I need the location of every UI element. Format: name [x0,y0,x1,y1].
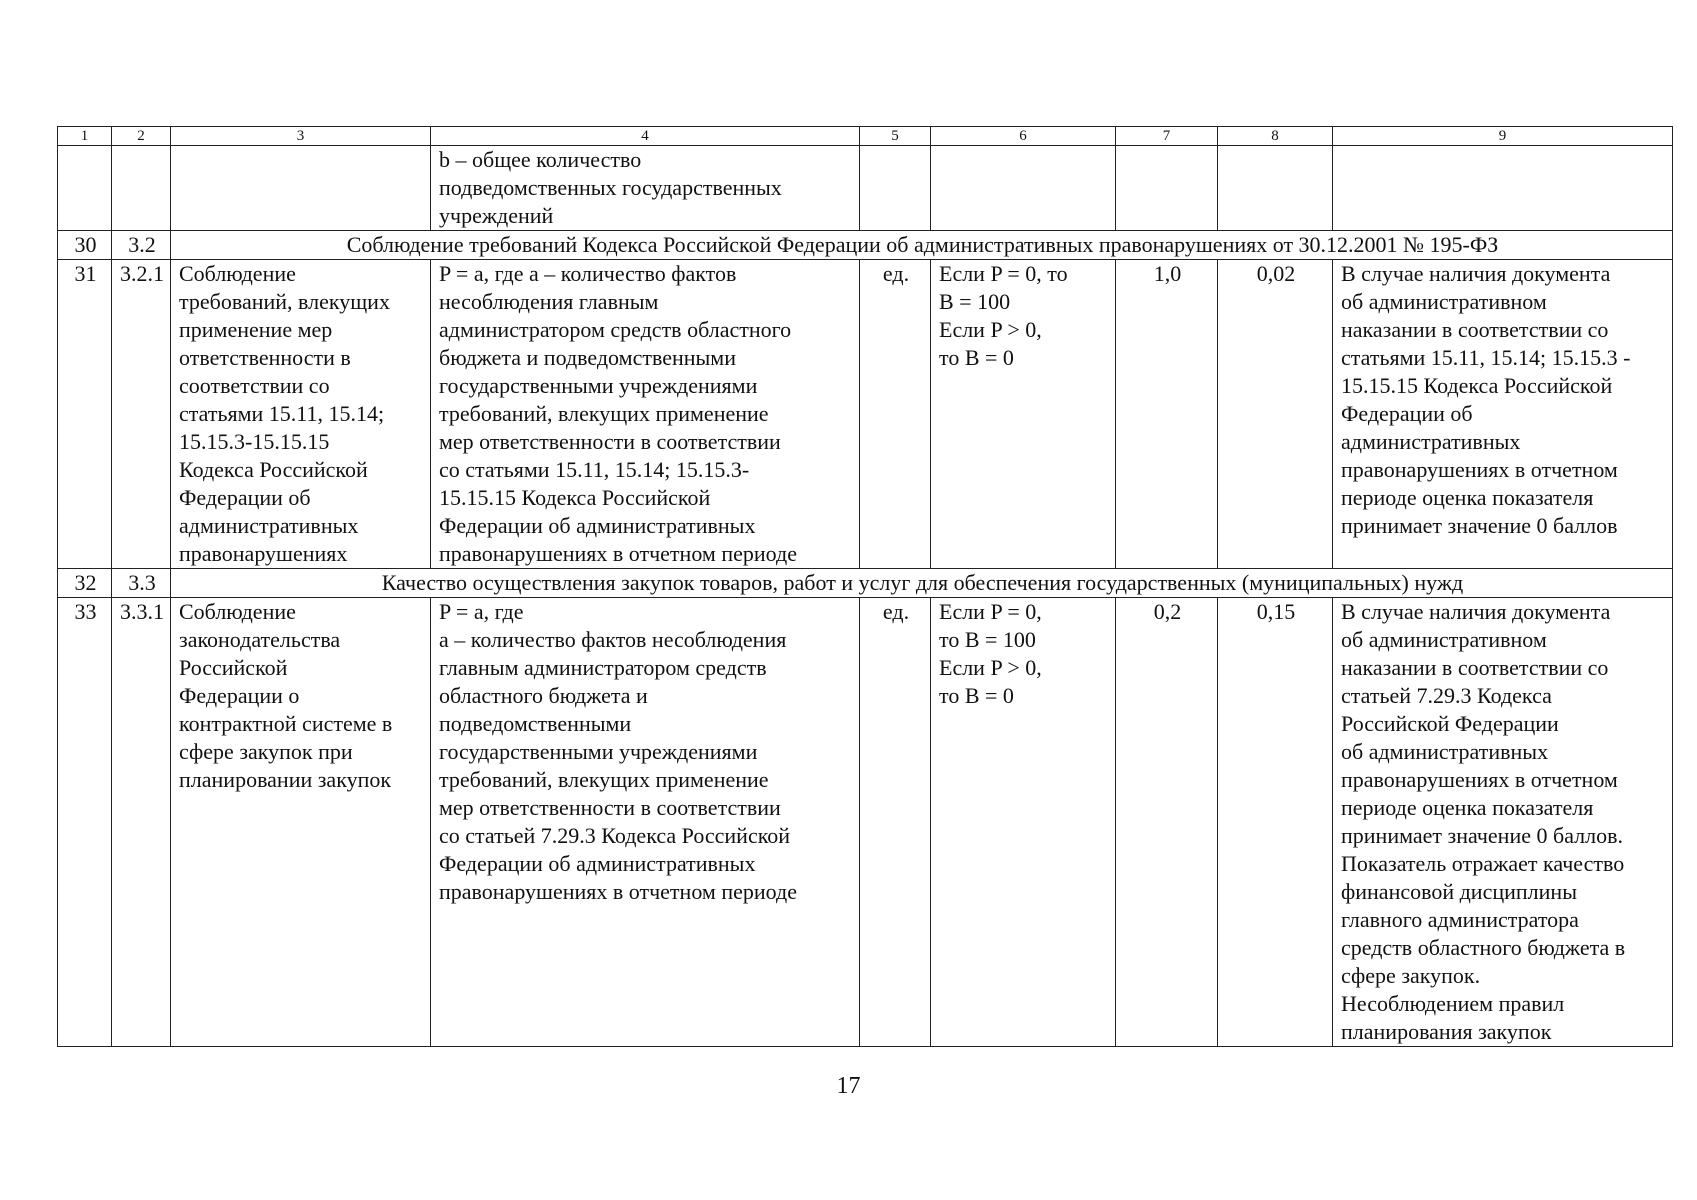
column-number-5: 5 [860,127,931,146]
unit-of-measure: ед. [860,598,931,1047]
section-title: Качество осуществления закупок товаров, работ и услуг для обеспечения государственных (муниципальных) нужд [171,569,1673,598]
column-7-value: 1,0 [1116,260,1218,569]
continuation-cell-5 [860,146,931,231]
row-number: 32 [58,569,112,598]
column-7-value: 0,2 [1116,598,1218,1047]
row-number: 30 [58,231,112,260]
continuation-cell-1 [58,146,112,231]
indicator-row-31 [58,260,1673,569]
column-8-value: 0,02 [1218,260,1333,569]
continuation-cell-2 [112,146,171,231]
section-row-32 [58,569,1673,598]
scoring-rule: Если P = 0, то B = 100 Если P > 0, то B = 0 [931,598,1116,1047]
continuation-row [58,146,1673,231]
column-number-9: 9 [1333,127,1673,146]
page-number: 17 [836,1073,861,1099]
indicator-row-33 [58,598,1673,1047]
column-number-1: 1 [58,127,112,146]
indicator-name: Соблюдение требований, влекущих применение мер ответственности в соответствии со статьями 15.11, 15.14; 15.15.3-15.15.15 Кодекса Российской Федерации об административных правонарушениях [171,260,431,569]
row-number: 31 [58,260,112,569]
indicator-formula: P = a, где a – количество фактов несоблюдения главным администратором средств областного бюджета и подведомственными государственными учреждениями требований, влекущих применение мер ответственности в соответствии со статьями 15.11, 15.14; 15.15.3- 15.15.15 Кодекса Российской Федерации об административных правонарушениях в отчетном периоде [431,260,860,569]
indicator-code: 3.3.1 [112,598,171,1047]
indicator-code: 3.2.1 [112,260,171,569]
column-number-6: 6 [931,127,1116,146]
continuation-cell-3 [171,146,431,231]
indicator-code: 3.2 [112,231,171,260]
column-number-2: 2 [112,127,171,146]
continuation-cell-9 [1333,146,1673,231]
indicator-name: Соблюдение законодательства Российской Федерации о контрактной системе в сфере закупок при планировании закупок [171,598,431,1047]
indicator-note: В случае наличия документа об административном наказании в соответствии со статьями 15.11, 15.14; 15.15.3 - 15.15.15 Кодекса Российской Федерации об административных правонарушениях в отчетном периоде оценка показателя принимает значение 0 баллов [1333,260,1673,569]
indicator-code: 3.3 [112,569,171,598]
continuation-formula-text: b – общее количество подведомственных государственных учреждений [431,146,860,231]
indicator-formula: P = a, где a – количество фактов несоблюдения главным администратором средств областного бюджета и подведомственными государственными учреждениями требований, влекущих применение мер ответственности в соответствии со статьей 7.29.3 Кодекса Российской Федерации об административных правонарушениях в отчетном периоде [431,598,860,1047]
column-number-3: 3 [171,127,431,146]
unit-of-measure: ед. [860,260,931,569]
section-row-30 [58,231,1673,260]
column-number-header-row [58,127,1673,146]
column-8-value: 0,15 [1218,598,1333,1047]
indicator-note: В случае наличия документа об административном наказании в соответствии со статьей 7.29.3 Кодекса Российской Федерации об административных правонарушениях в отчетном периоде оценка показателя принимает значение 0 баллов. Показатель отражает качество финансовой дисциплины главного администратора средств областного бюджета в сфере закупок. Несоблюдением правил планирования закупок [1333,598,1673,1047]
column-number-4: 4 [431,127,860,146]
scoring-rule: Если P = 0, то B = 100 Если P > 0, то B = 0 [931,260,1116,569]
row-number: 33 [58,598,112,1047]
continuation-cell-8 [1218,146,1333,231]
column-number-7: 7 [1116,127,1218,146]
section-title: Соблюдение требований Кодекса Российской Федерации об административных правонарушениях от 30.12.2001 № 195-ФЗ [171,231,1673,260]
continuation-cell-6 [931,146,1116,231]
indicators-table [57,126,1673,1047]
column-number-8: 8 [1218,127,1333,146]
continuation-cell-7 [1116,146,1218,231]
